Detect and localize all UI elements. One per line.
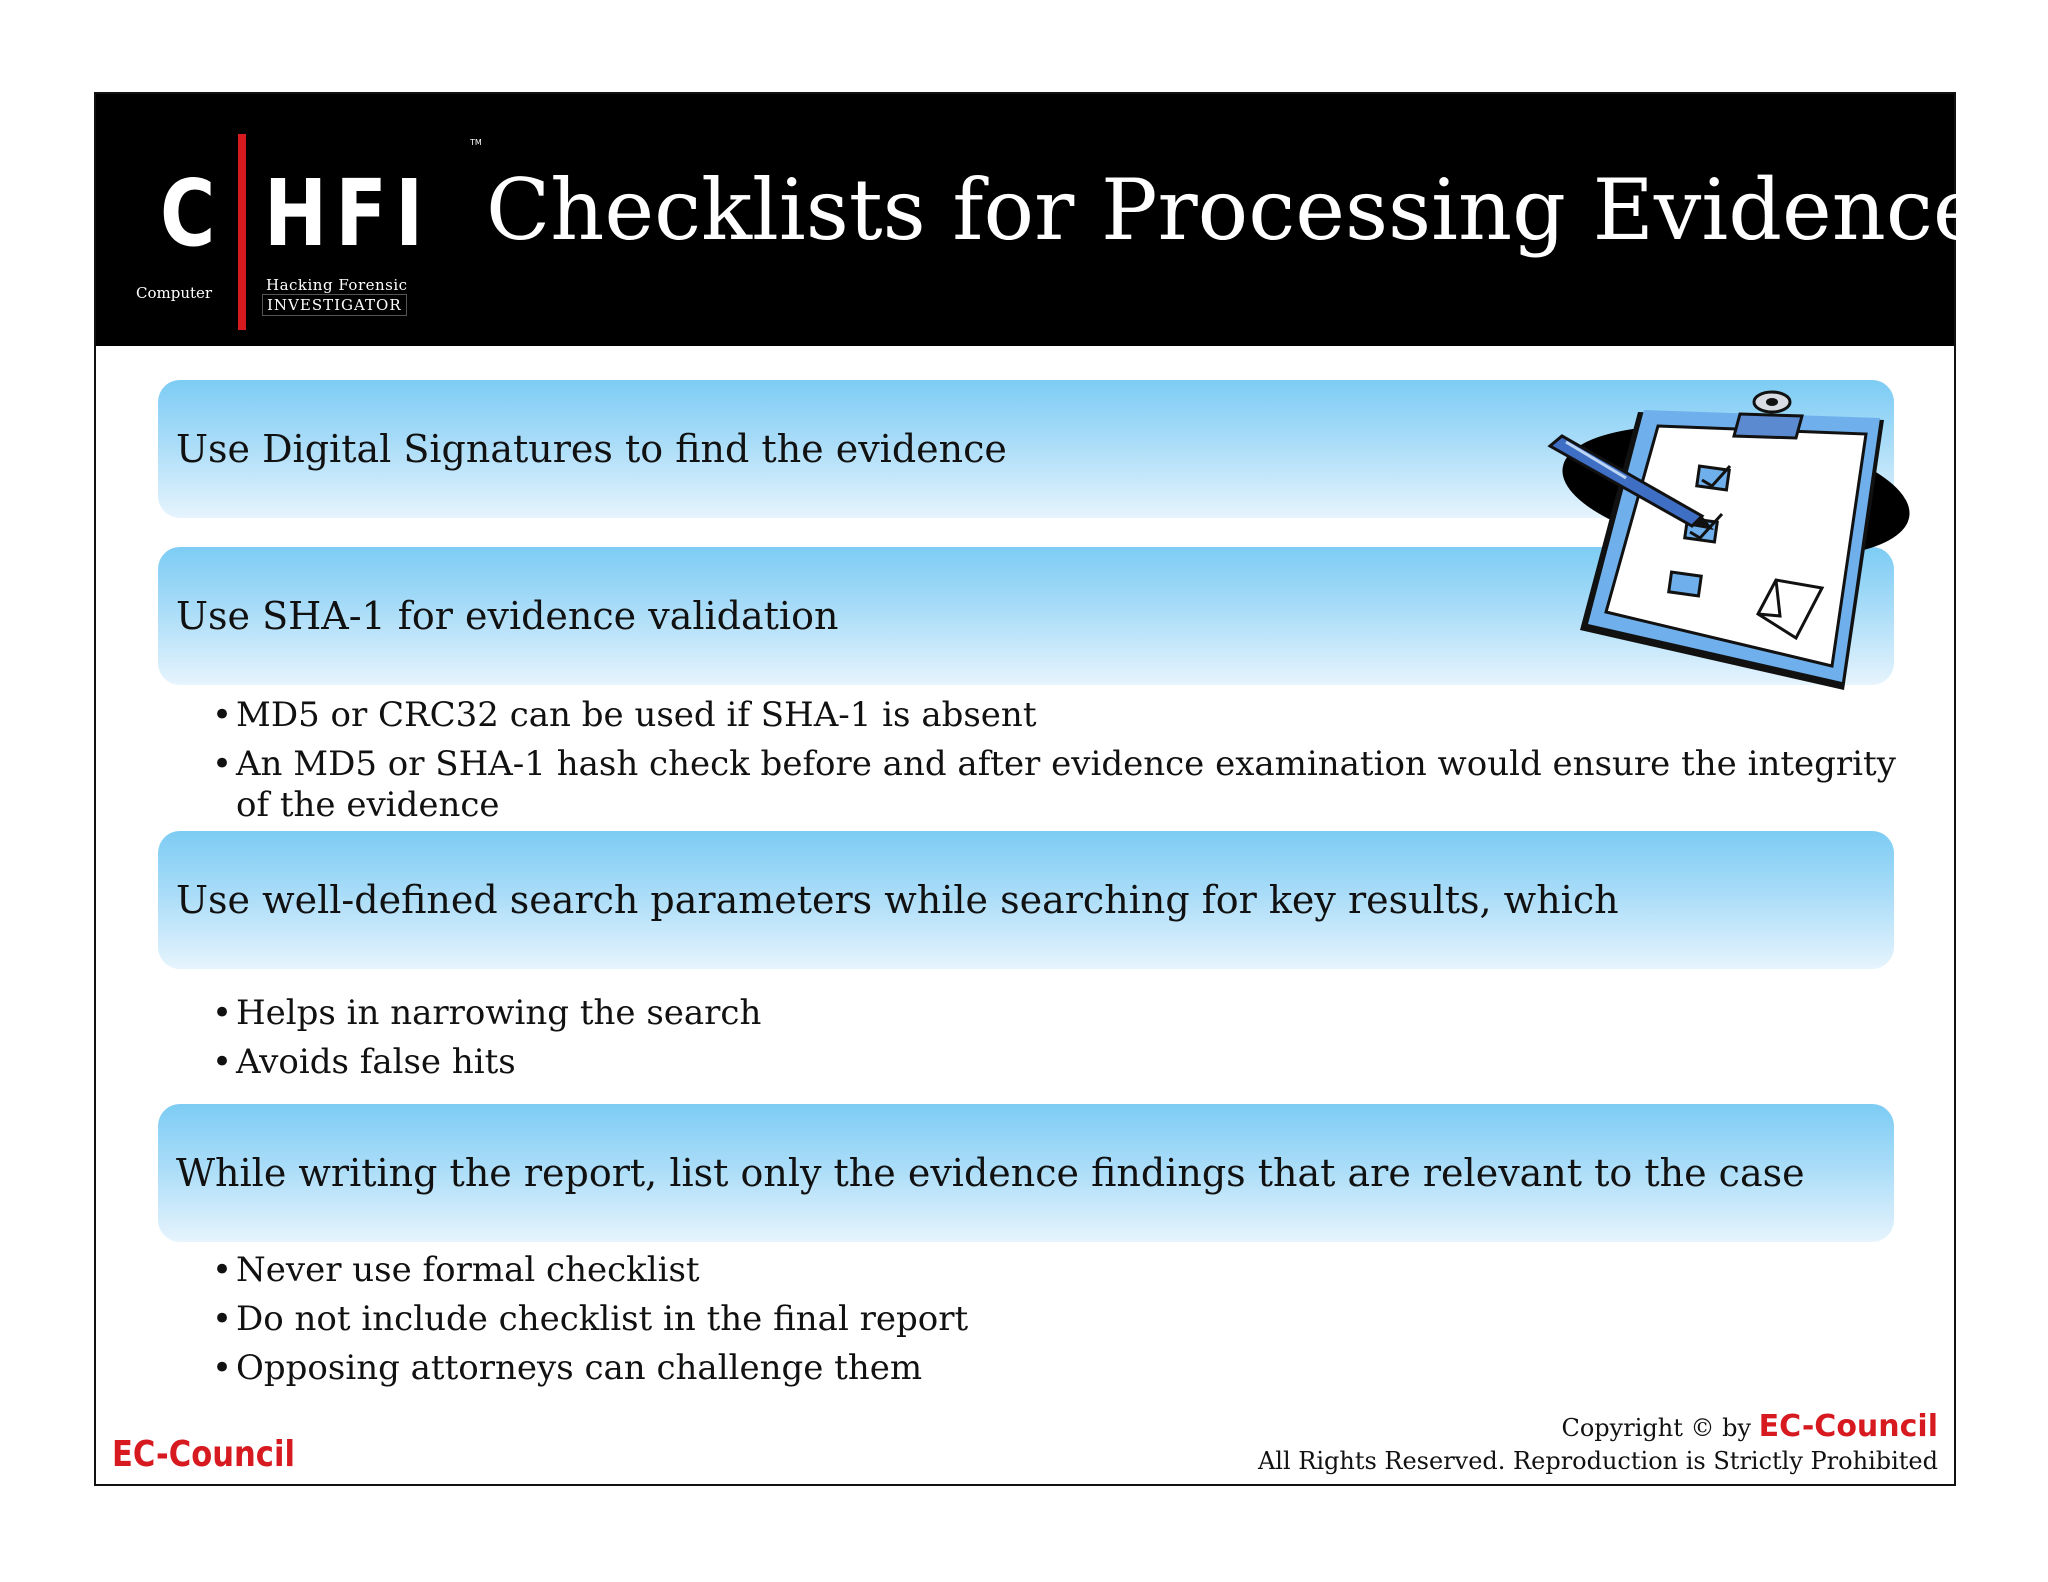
bullet-item: • Never use formal checklist (212, 1250, 1936, 1291)
logo-trademark: TM (470, 138, 482, 147)
logo-hacking-forensic-text: Hacking Forensic (266, 276, 408, 294)
clipboard-checklist-icon (1526, 384, 1926, 704)
bullet-item: • MD5 or CRC32 can be used if SHA-1 is absent (212, 695, 1936, 736)
bullet-item: • Do not include checklist in the final report (212, 1299, 1936, 1340)
bullet-list (212, 1250, 1936, 1397)
bullet-item: • Helps in narrowing the search (212, 993, 1936, 1034)
slide-title: Checklists for Processing Evidence (486, 161, 1983, 259)
copyright-notice (1258, 1410, 1938, 1478)
logo-computer-text: Computer (136, 284, 213, 302)
logo-red-bar (238, 134, 246, 330)
section-heading: While writing the report, list only the evidence findings that are relevant to the case (176, 1151, 1805, 1195)
logo-letters-hfi: HFI (264, 160, 432, 267)
bullet-list (212, 695, 1936, 826)
logo-investigator-text: INVESTIGATOR (262, 294, 407, 316)
bullet-item: • Opposing attorneys can challenge them (212, 1348, 1936, 1389)
logo-letter-c: C (160, 160, 216, 267)
bullet-list (212, 993, 1936, 1091)
header-bar (96, 94, 1983, 346)
section-heading-box (158, 831, 1894, 969)
footer-ec-council-logo: EC-Council (112, 1434, 295, 1475)
bullet-item: • An MD5 or SHA-1 hash check before and after evidence examination would ensure the integrity of the evidence (212, 744, 1936, 826)
copyright-brand: EC-Council (1758, 1409, 1938, 1444)
slide (94, 92, 1983, 1486)
copyright-prefix: Copyright © by (1561, 1414, 1752, 1442)
section-heading-box (158, 1104, 1894, 1242)
copyright-line (1258, 1410, 1938, 1445)
chfi-logo (136, 112, 482, 332)
rights-line: All Rights Reserved. Reproduction is Strictly Prohibited (1257, 1447, 1938, 1475)
bullet-item: • Avoids false hits (212, 1042, 1936, 1083)
section-heading: Use well-defined search parameters while searching for key results, which (176, 878, 1619, 922)
section-heading: Use SHA-1 for evidence validation (176, 594, 839, 638)
section-heading: Use Digital Signatures to find the evidence (176, 427, 1007, 471)
